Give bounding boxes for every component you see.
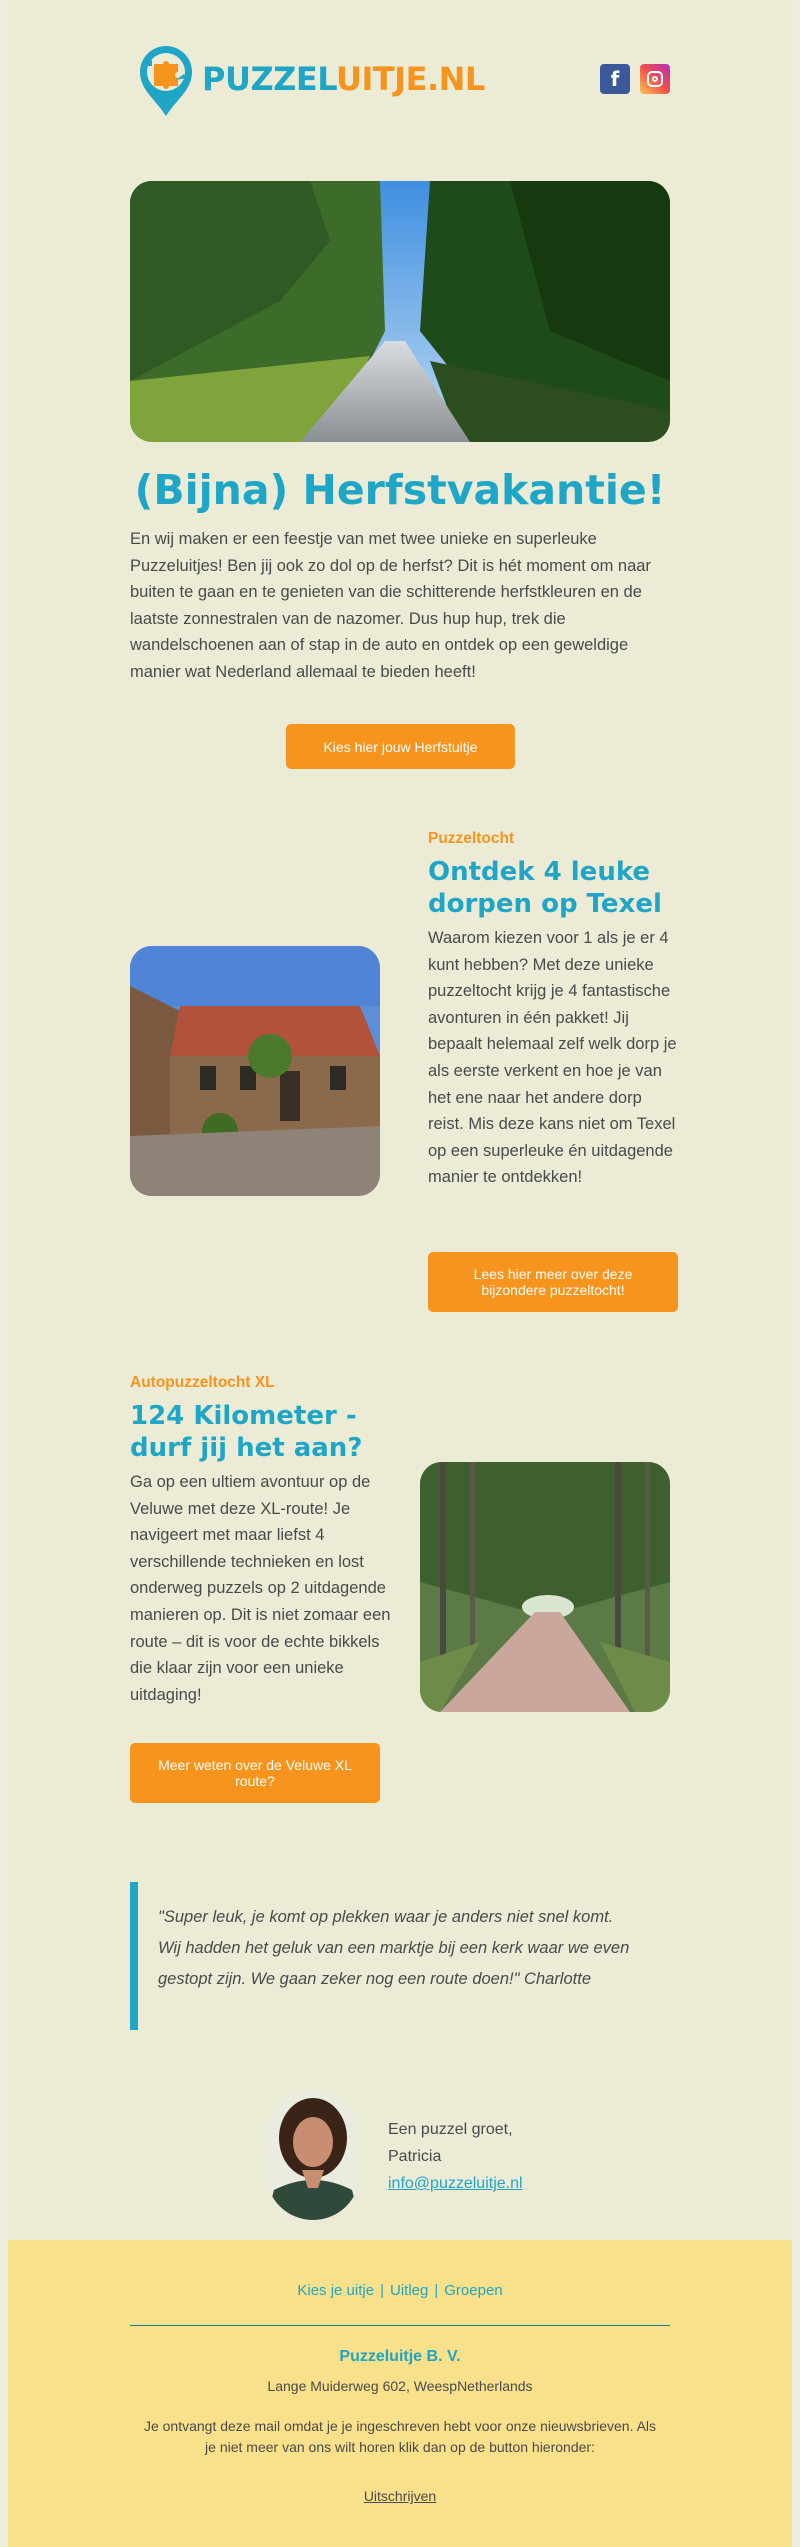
instagram-icon[interactable] — [640, 64, 670, 94]
signature-name: Patricia — [388, 2148, 442, 2165]
facebook-icon[interactable] — [600, 64, 630, 94]
contact-email-link[interactable]: info@puzzeluitje.nl — [388, 2175, 523, 2192]
logo-wordmark — [202, 60, 485, 98]
unsubscribe-link[interactable]: Uitschrijven — [363, 2488, 437, 2504]
facebook-glyph: f — [610, 67, 620, 91]
customer-testimonial — [130, 1882, 670, 2030]
choose-autumn-trip-button[interactable]: Kies hier jouw Herfstuitje — [286, 724, 515, 769]
intro-text: En wij maken er een feestje van met twee unieke en superleuke Puzzeluitjes! Ben jij ook zo dol op de herfst? Dit is hét moment om naar buiten te gaan en te genieten van die schitterende herfstkleuren en de laatste zonnestralen van de nazomer. Dus hup hup, trek die wandelschoenen aan of stap in de auto en ontdek op een geweldige manier wat Nederland allemaal te bieden heeft! — [130, 530, 651, 681]
section1-body: Waarom kiezen voor 1 als je er 4 kunt hebben? Met deze unieke puzzeltocht krijg je 4 fantastische avonturen in één pakket! Jij bepaalt helemaal zelf welk dorp je als eerste verkent en hoe je van het ene naar het andere dorp reist. Mis deze kans niet om Texel op een superleuke én uitdagende manier te ontdekken! — [428, 929, 677, 1187]
page-title: (Bijna) Herfstvakantie! — [134, 466, 666, 514]
map-pin-puzzle-logo-icon — [132, 42, 200, 118]
footer-link-groepen[interactable]: Groepen — [444, 2282, 503, 2299]
footer-subscription-note: Je ontvangt deze mail omdat je je ingeschreven hebt voor onze nieuwsbrieven. Als je niet meer van ons wilt horen klik dan op de button hieronder: — [143, 2418, 657, 2455]
testimonial-text: "Super leuk, je komt op plekken waar je anders niet snel komt. Wij hadden het geluk van een marktje bij een kerk waar we even gestopt zijn. We gaan zeker nog een route doen!" Charlotte — [158, 1908, 630, 1988]
puzzeluitje-logo[interactable] — [132, 42, 492, 118]
footer-divider — [130, 2325, 670, 2326]
veluwe-xl-more-info-button[interactable]: Meer weten over de Veluwe XL route? — [130, 1743, 380, 1803]
footer-address: Lange Muiderweg 602, WeespNetherlands — [267, 2378, 533, 2394]
avatar — [266, 2090, 360, 2220]
logo-text-uitje: UITJE.NL — [335, 60, 485, 98]
hero-image-forest-road — [130, 181, 670, 442]
signature — [388, 2116, 523, 2197]
email-page — [8, 0, 792, 2547]
footer — [8, 2240, 792, 2547]
texel-more-info-button[interactable]: Lees hier meer over deze bijzondere puzzeltocht! — [428, 1252, 678, 1312]
section2-kicker: Autopuzzeltocht XL — [130, 1374, 275, 1391]
instagram-glyph — [647, 71, 663, 87]
section1-title: Ontdek 4 leuke dorpen op Texel — [428, 857, 662, 919]
footer-separator: | — [380, 2282, 384, 2299]
footer-company-name: Puzzeluitje B. V. — [339, 2348, 461, 2365]
section1-kicker: Puzzeltocht — [428, 830, 515, 847]
veluwe-forest-lane-image — [420, 1462, 670, 1712]
section2-title: 124 Kilometer - durf jij het aan? — [130, 1401, 363, 1463]
footer-nav — [8, 2282, 792, 2299]
footer-link-uitleg[interactable]: Uitleg — [389, 2282, 429, 2299]
signature-greeting: Een puzzel groet, — [388, 2121, 513, 2138]
footer-separator: | — [434, 2282, 439, 2299]
footer-link-kies-je-uitje[interactable]: Kies je uitje — [297, 2282, 375, 2299]
logo-text-puzzel: PUZZEL — [202, 60, 336, 98]
texel-farmhouse-image — [130, 946, 380, 1196]
section2-body: Ga op een ultiem avontuur op de Veluwe met deze XL-route! Je navigeert met maar liefst 4 verschillende technieken en lost onderweg puzzels op 2 uitdagende manieren op. Dit is niet zomaar een route – dit is voor de echte bikkels die klaar zijn voor een unieke uitdaging! — [130, 1473, 391, 1704]
